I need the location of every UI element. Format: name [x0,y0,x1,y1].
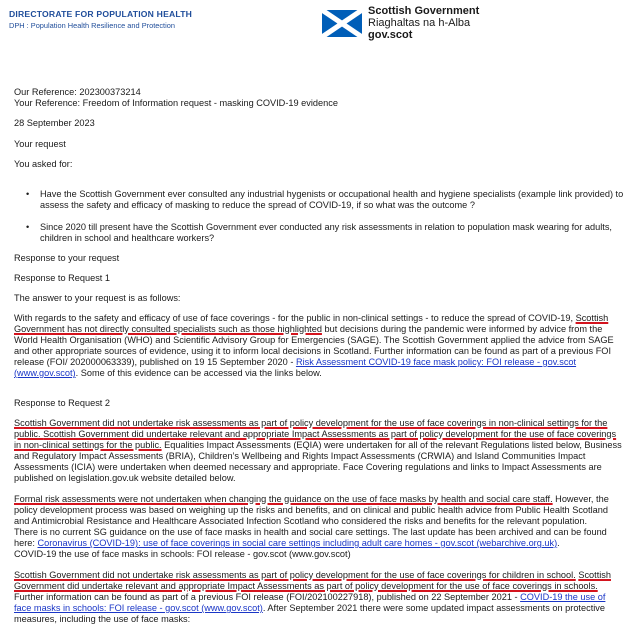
letter-body [14,87,623,625]
logo-wordmark [368,5,479,41]
schools-face-masks-link[interactable]: COVID-19 the use of [520,592,606,602]
logo-website: gov.scot [368,29,413,41]
list-item: • Have the Scottish Government ever consulted any industrial hygenists or occupational health and hygiene specialists (example link provided) to assess the safety and efficacy of masking to reduce the spread of COVID-19, if so what was the outcome ? [26,189,623,210]
response-2-paragraph-1: Scottish Government did not undertake risk assessments as part of policy development for the use of face coverings in non-clinical settings for the public. Scottish Government did undertake relevant and appropriate Impact Assessments as part of policy development for the use of face coverings in non-clinical settings for the public. Equalities Impact Assessments (EQIA) were undertaken for all of the relevant Regulations listed below, Business and Regulatory Impact Assessments (BRIA), Children’s Wellbeing and Rights Impact Assessments (CRWIA) and Island Communities Impact Assessments (ICIA) were undertaken when deemed necessary and appropriate. Face Covering regulations and links to Impact Assessments are published on legislation.gov.uk website detailed below. [14,418,622,483]
letterhead [0,0,598,44]
response-1-paragraph: With regards to the safety and efficacy of use of face coverings - for the public in non-clinical settings - to reduce the spread of COVID-19, Scottish Government has not directly consulted specialists such as those highlighted but decisions during the pandemic were informed by advice from the World Health Organisation (WHO) and Scientific Advisory Group for Emergencies (SAGE). The Scottish Government applied the advice from SAGE and other appropriate sources of evidence, using it to inform local decisions in Scotland. Further information can be found as part of a previous FOI release (FOI/ 202000063339), published on 19 15 September 2020 - Risk Assessment COVID-19 face mask policy: FOI release - gov.scot (www.gov.scot). Some of this evidence can be accessed via the links below. [14,313,614,378]
your-reference: Your Reference: Freedom of Information request - masking COVID-19 evidence [14,98,338,108]
highlighted-text: Formal risk assessments were not undertaken when changing the guidance on the use of face masks by health and social care staff. [14,494,553,504]
risk-assessment-link-continued[interactable]: (www.gov.scot) [14,368,76,378]
directorate-subtitle: DPH : Population Health Resilience and Protection [9,21,175,30]
highlighted-text: public. [14,429,44,439]
bullet-icon: • [26,222,30,232]
request-heading: Your request [14,139,66,149]
response-heading: Response to your request [14,253,120,263]
highlighted-text: Scottish Government did not undertake risk assessments as part of policy development for the use of face coverings in non-clinical settings for the [14,418,608,428]
highlighted-text: Scottish Government did not undertake risk assessments as part of policy development for the use of face coverings for children in school. [14,570,576,580]
logo-gaelic: Riaghaltas na h-Alba [368,17,471,29]
letter-date: 28 September 2023 [14,118,95,128]
highlighted-text: Government has not directly consulted specialists such as those highlighted [14,324,322,334]
response-2-heading: Response to Request 2 [14,398,111,408]
highlighted-text: Government did undertake relevant and appropriate Impact Assessments as part of policy development for the use of face coverings in schools. [14,581,598,591]
risk-assessment-link[interactable]: Risk Assessment COVID-19 face mask policy: FOI release - gov.scot [295,357,577,367]
social-care-guidance-link[interactable]: Coronavirus (COVID-19): use of face coverings in social care settings including adult care homes - gov.scot (webarchive.org.uk) [37,538,558,548]
our-reference: Our Reference: 202300373214 [14,87,141,97]
highlighted-text: in non-clinical settings for the public. [14,440,162,450]
response-2-paragraph-3: Scottish Government did not undertake risk assessments as part of policy development for the use of face coverings for children in school. Scottish Government did undertake relevant and appropriate Impact Assessments as part of policy development for the use of face coverings in schools. Further information can be found as part of a previous FOI release (FOI/202100227918), published on 22 September 2021 - COVID-19 the use of face masks in schools: FOI release - gov.scot (www.gov.scot). After September 2021 there were some updated impact assessments on protective measures, including the use of face masks: [14,570,611,624]
highlighted-text: Scottish Government did undertake relevant and appropriate Impact Assessments as part of policy development for the use of face coverings [43,429,617,439]
directorate-name: DIRECTORATE FOR POPULATION HEALTH [9,9,193,19]
list-item: • Since 2020 till present have the Scottish Government ever conducted any risk assessments in relation to population mask wearing for adults, children in school and healthcare workers? [26,222,612,243]
response-1-heading: Response to Request 1 [14,273,111,283]
logo-english: Scottish Government [368,5,480,17]
highlighted-text: Scottish [578,570,611,580]
request-list [14,189,623,244]
scottish-government-logo [322,5,479,41]
response-2-paragraph-2: Formal risk assessments were not undertaken when changing the guidance on the use of face masks by health and social care staff. However, the policy development process was based on weighing up the risks and benefits, and on clinical and public health advice from Public Health Scotland and Antimicrobial Resistance and Healthcare Associated Infection Scotland who considered the risks and benefits for the relevant population. There is no current SG guidance on the use of face masks in health and social care settings. The last update has been archived and can be found here: Coronavirus (COVID-19): use of face coverings in social care settings including adult care homes - gov.scot (webarchive.org.uk). COVID-19 the use of face masks in schools: FOI release - gov.scot (www.gov.scot) [14,494,609,559]
bullet-icon: • [26,189,30,199]
directorate-block [9,9,192,30]
asked-for-label: You asked for: [14,159,73,169]
schools-face-masks-link-continued[interactable]: face masks in schools: FOI release - gov.scot (www.gov.scot) [14,603,263,613]
highlighted-text: Scottish [575,313,609,323]
response-1-intro: The answer to your request is as follows: [14,293,181,303]
schools-foi-reference: COVID-19 the use of face masks in schools: FOI release - gov.scot (www.gov.scot) [14,549,351,559]
saltire-flag-icon [322,10,362,37]
